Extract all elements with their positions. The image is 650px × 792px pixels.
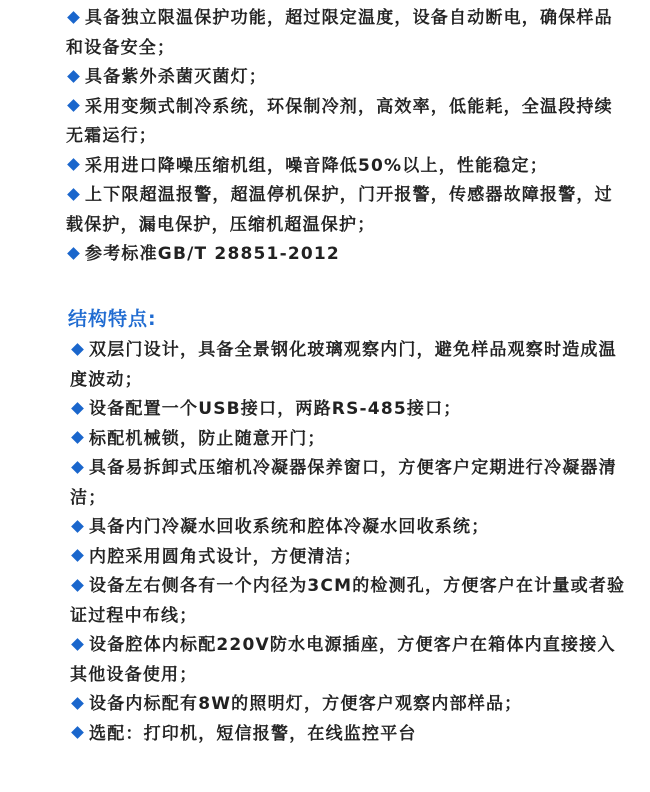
structure-section	[0, 302, 650, 749]
structure-item: 选配：打印机，短信报警，在线监控平台	[70, 720, 630, 750]
diamond-bullet-icon	[67, 99, 80, 112]
diamond-bullet-icon	[71, 431, 84, 444]
diamond-bullet-icon	[71, 697, 84, 710]
diamond-bullet-icon	[71, 579, 84, 592]
structure-item: 标配机械锁，防止随意开门；	[70, 425, 630, 455]
diamond-bullet-icon	[71, 726, 84, 739]
structure-item: 设备内标配有8W的照明灯，方便客户观察内部样品；	[70, 690, 630, 720]
structure-item: 设备腔体内标配220V防水电源插座，方便客户在箱体内直接接入其他设备使用；	[70, 635, 616, 685]
feature-item: 具备独立限温保护功能，超过限定温度，设备自动断电，确保样品和设备安全；	[66, 8, 613, 58]
structure-item: 设备配置一个USB接口，两路RS-485接口；	[70, 395, 630, 425]
diamond-bullet-icon	[71, 402, 84, 415]
diamond-bullet-icon	[71, 549, 84, 562]
diamond-bullet-icon	[71, 461, 84, 474]
diamond-bullet-icon	[71, 520, 84, 533]
structure-item: 具备易拆卸式压缩机冷凝器保养窗口，方便客户定期进行冷凝器清洁；	[70, 458, 617, 508]
feature-item: 采用变频式制冷系统，环保制冷剂，高效率，低能耗，全温段持续无霜运行；	[66, 96, 613, 146]
diamond-bullet-icon	[67, 247, 80, 260]
structure-item: 设备左右侧各有一个内径为3CM的检测孔，方便客户在计量或者验证过程中布线；	[70, 576, 626, 626]
diamond-bullet-icon	[71, 343, 84, 356]
diamond-bullet-icon	[71, 638, 84, 651]
feature-item: 上下限超温报警，超温停机保护，门开报警，传感器故障报警，过载保护，漏电保护，压缩机超温保护；	[66, 185, 613, 235]
feature-item: 参考标准GB/T 28851-2012	[66, 240, 626, 270]
section-heading: 结构特点:	[68, 308, 157, 330]
diamond-bullet-icon	[67, 70, 80, 83]
structure-item: 双层门设计，具备全景钢化玻璃观察内门，避免样品观察时造成温度波动；	[70, 340, 617, 390]
diamond-bullet-icon	[67, 11, 80, 24]
structure-item: 具备内门冷凝水回收系统和腔体冷凝水回收系统；	[70, 513, 630, 543]
feature-item: 具备紫外杀菌灭菌灯；	[66, 63, 626, 93]
diamond-bullet-icon	[67, 188, 80, 201]
diamond-bullet-icon	[67, 158, 80, 171]
feature-item: 采用进口降噪压缩机组，噪音降低50%以上，性能稳定；	[66, 152, 626, 182]
features-section	[0, 4, 650, 270]
structure-item: 内腔采用圆角式设计，方便清洁；	[70, 543, 630, 573]
